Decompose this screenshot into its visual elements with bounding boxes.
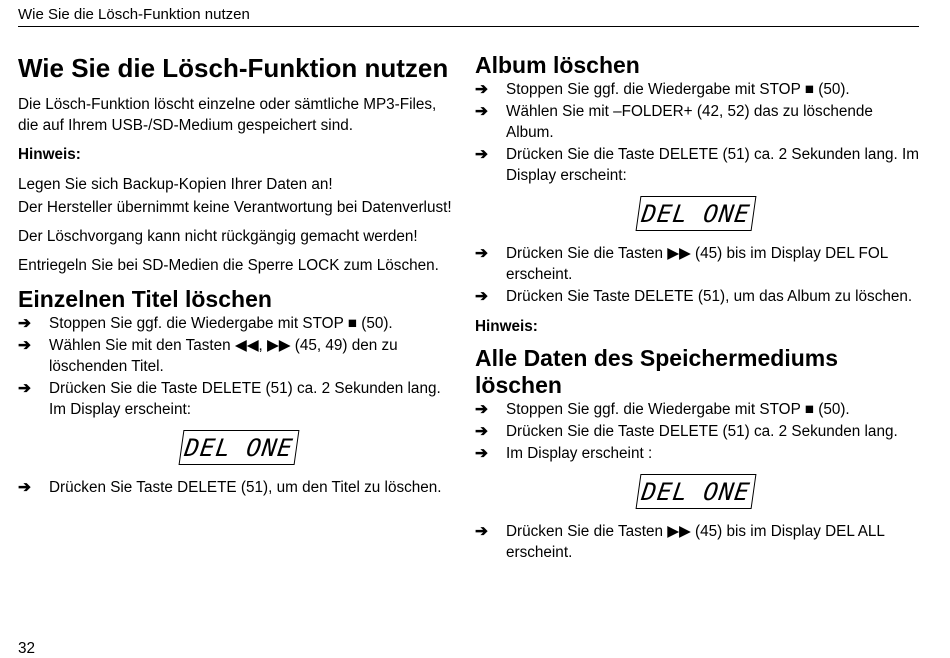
list-item: ➔ Stoppen Sie ggf. die Wiedergabe mit STOP ■ (50).: [475, 81, 850, 98]
list-item: ➔ Wählen Sie mit –FOLDER+ (42, 52) das zu löschende Album.: [475, 103, 873, 141]
album-steps-continued: [475, 243, 923, 307]
list-item: ➔ Drücken Sie die Taste DELETE (51) ca. 2 Sekunden lang. Im Display erscheint:: [18, 380, 441, 418]
right-column: [475, 52, 923, 564]
header-divider: [18, 26, 919, 27]
single-title-final-steps: [18, 477, 458, 498]
lcd-display: DEL ONE: [636, 474, 757, 509]
list-item: ➔ Drücken Sie Taste DELETE (51), um das Album zu löschen.: [475, 288, 913, 305]
page-title: Wie Sie die Lösch-Funktion nutzen: [18, 53, 449, 83]
arrow-right-icon: ➔: [18, 315, 31, 332]
list-item: ➔ Drücken Sie Taste DELETE (51), um den Titel zu löschen.: [18, 479, 442, 496]
delete-all-final-steps: [475, 521, 923, 563]
arrow-right-icon: ➔: [475, 288, 488, 305]
section-heading-album: Album löschen: [475, 52, 640, 78]
note-text: Der Hersteller übernimmt keine Verantwortung bei Datenverlust!: [18, 199, 452, 216]
album-steps: [475, 79, 923, 186]
arrow-right-icon: ➔: [475, 423, 488, 440]
arrow-right-icon: ➔: [18, 380, 31, 397]
intro-paragraph: Die Lösch-Funktion löscht einzelne oder sämtliche MP3-Files, die auf Ihrem USB-/SD-Medium gespeichert sind.: [18, 96, 437, 134]
list-item: ➔ Drücken Sie die Tasten ▶▶ (45) bis im Display DEL FOL erscheint.: [475, 245, 888, 283]
list-item: ➔ Stoppen Sie ggf. die Wiedergabe mit STOP ■ (50).: [18, 315, 393, 332]
page-number: 32: [18, 640, 36, 657]
list-item: ➔ Drücken Sie die Taste DELETE (51) ca. 2 Sekunden lang.: [475, 423, 898, 440]
single-title-steps: [18, 313, 458, 420]
list-item: ➔ Wählen Sie mit den Tasten ◀◀, ▶▶ (45, 49) den zu löschenden Titel.: [18, 337, 398, 375]
list-item: ➔ Stoppen Sie ggf. die Wiedergabe mit STOP ■ (50).: [475, 401, 850, 418]
note-text: Entriegeln Sie bei SD-Medien die Sperre LOCK zum Löschen.: [18, 257, 439, 274]
left-column: [18, 52, 458, 499]
arrow-right-icon: ➔: [475, 103, 488, 120]
arrow-right-icon: ➔: [475, 245, 488, 262]
arrow-right-icon: ➔: [475, 445, 488, 462]
note-label: Hinweis:: [18, 146, 81, 163]
delete-all-steps: [475, 399, 923, 464]
running-header: Wie Sie die Lösch-Funktion nutzen: [18, 6, 250, 23]
section-heading-delete-all: Alle Daten des Speichermediums löschen: [475, 345, 839, 398]
list-item: ➔ Drücken Sie die Taste DELETE (51) ca. 2 Sekunden lang. Im Display erscheint:: [475, 146, 919, 184]
list-item: ➔ Drücken Sie die Tasten ▶▶ (45) bis im Display DEL ALL erscheint.: [475, 523, 885, 561]
note-text: Legen Sie sich Backup-Kopien Ihrer Daten an!: [18, 176, 333, 193]
note-label: Hinweis:: [475, 318, 538, 335]
arrow-right-icon: ➔: [475, 523, 488, 540]
lcd-display: DEL ONE: [179, 430, 300, 465]
arrow-right-icon: ➔: [18, 337, 31, 354]
arrow-right-icon: ➔: [475, 146, 488, 163]
arrow-right-icon: ➔: [475, 401, 488, 418]
lcd-display: DEL ONE: [636, 196, 757, 231]
arrow-right-icon: ➔: [475, 81, 488, 98]
section-heading-single-title: Einzelnen Titel löschen: [18, 286, 272, 312]
list-item: ➔ Im Display erscheint :: [475, 445, 653, 462]
note-text: Der Löschvorgang kann nicht rückgängig gemacht werden!: [18, 228, 418, 245]
arrow-right-icon: ➔: [18, 479, 31, 496]
